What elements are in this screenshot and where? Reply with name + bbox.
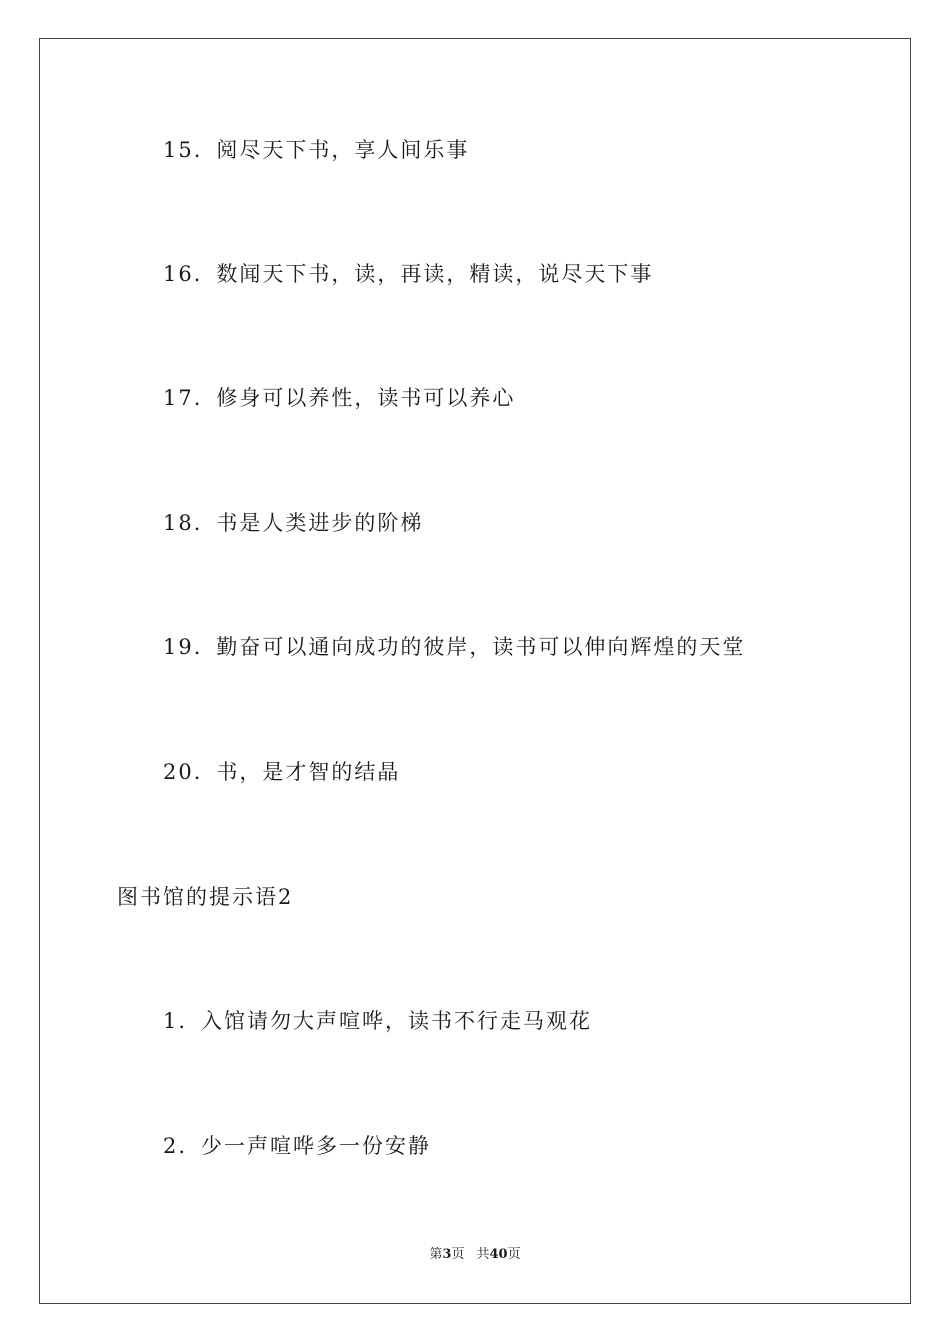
list-item-text: 阅尽天下书，享人间乐事 (216, 138, 470, 162)
list-item-number: 2. (163, 1134, 188, 1158)
page-border (39, 38, 911, 1304)
list-item-text: 书，是才智的结晶 (216, 760, 401, 784)
list-item-text: 书是人类进步的阶梯 (216, 511, 424, 535)
list-item-text: 入馆请勿大声喧哗，读书不行走马观花 (201, 1009, 593, 1033)
footer-page-total: 40 (489, 1247, 508, 1262)
list-item-text: 少一声喧哗多一份安静 (201, 1134, 432, 1158)
list-item-number: 19. (163, 635, 203, 659)
list-item (163, 385, 515, 411)
section-heading: 图书馆的提示语2 (117, 885, 294, 909)
list-item (163, 1133, 431, 1159)
footer-page-suffix: 页 (451, 1247, 465, 1262)
page-footer (0, 1247, 950, 1263)
list-item (163, 634, 745, 660)
footer-page-prefix: 第 (429, 1247, 443, 1262)
list-item-text: 修身可以养性，读书可以养心 (216, 386, 516, 410)
footer-total-prefix: 共 (476, 1247, 490, 1262)
footer-page-current: 3 (442, 1247, 452, 1262)
list-item-number: 18. (163, 511, 203, 535)
list-item (163, 137, 469, 163)
list-item (163, 1008, 592, 1034)
list-item (163, 510, 423, 536)
footer-total-suffix: 页 (507, 1247, 521, 1262)
list-item-number: 16. (163, 262, 203, 286)
list-item (163, 261, 653, 287)
list-item-number: 1. (163, 1009, 188, 1033)
list-item-number: 20. (163, 760, 203, 784)
list-item-text: 勤奋可以通向成功的彼岸，读书可以伸向辉煌的天堂 (216, 635, 746, 659)
list-item-number: 17. (163, 386, 203, 410)
list-item (163, 759, 400, 785)
list-item-text: 数闻天下书，读，再读，精读，说尽天下事 (216, 262, 654, 286)
list-item-number: 15. (163, 138, 203, 162)
